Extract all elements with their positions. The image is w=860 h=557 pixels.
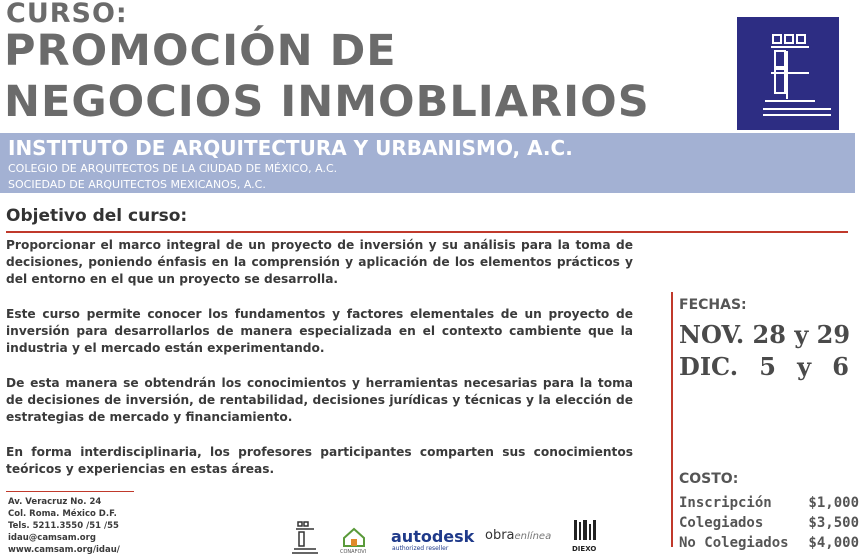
price-row-colegiados <box>679 515 859 531</box>
objective-heading: Objetivo del curso: <box>6 206 188 226</box>
obra-suffix-label: enlínea <box>514 531 552 542</box>
institution-line2: COLEGIO DE ARQUITECTOS DE LA CIUDAD DE MÉXICO, A.C. <box>8 162 338 175</box>
conafovi-label: CONAFOVI <box>340 549 367 555</box>
iau-tower-logo-icon <box>737 17 839 130</box>
dates-line2-day2: 6 <box>832 352 849 381</box>
address-colony: Col. Roma. México D.F. <box>8 509 117 519</box>
autodesk-sub-label: authorized reseller <box>392 545 449 552</box>
course-title-line2: NEGOCIOS INMOBLIARIOS <box>4 77 650 127</box>
price-row-label: Colegiados <box>679 515 764 531</box>
objective-paragraph-2: Este curso permite conocer los fundamentos y factores elementales de un proyecto de inversión para desarrollarlos de manera especializada en el contexto cambiente que la industria y el mercado están experimentando. <box>6 307 633 355</box>
cost-label: COSTO: <box>679 471 739 487</box>
dates-line2-conj: y <box>797 352 812 381</box>
dates-label: FECHAS: <box>679 297 747 313</box>
dates-line1: NOV. 28 y 29 <box>679 320 851 349</box>
address-email[interactable]: idau@camsam.org <box>8 533 96 543</box>
sidebar-divider <box>671 292 673 547</box>
autodesk-logo: autodesk <box>391 527 475 546</box>
iau-small-logo-icon <box>290 520 320 556</box>
objective-paragraph-4: En forma interdisciplinaria, los profesores participantes comparten sus conocimientos teóricos y experiencias en estas áreas. <box>6 445 633 476</box>
price-row-no-colegiados <box>679 535 859 551</box>
course-title-line1: PROMOCIÓN DE <box>4 26 397 76</box>
objective-paragraph-1: Proporcionar el marco integral de un proyecto de inversión y su análisis para la toma de decisiones, poniendo énfasis en la comprensión y aplicación de los elementos prácticos y del entorno en el que un proyecto se desarrolla. <box>6 238 633 286</box>
address-website[interactable]: www.camsam.org/idau/ <box>8 545 120 555</box>
objective-divider <box>6 231 848 233</box>
diexo-logo-icon <box>572 518 598 544</box>
address-street: Av. Veracruz No. 24 <box>8 497 102 507</box>
objective-paragraph-3: De esta manera se obtendrán los conocimientos y herramientas necesarias para la toma de decisiones de inversión, de rentabilidad, decisiones jurídicas y técnicas y la elección de estrategias de mercado y financiamiento. <box>6 376 633 424</box>
iau-logo <box>737 17 839 130</box>
dates-line2-month: DIC. <box>679 352 739 381</box>
obra-en-linea-logo <box>485 528 551 543</box>
price-row-value: $1,000 <box>808 495 859 511</box>
obra-label: obra <box>485 528 515 543</box>
dates-line2 <box>679 352 849 381</box>
address-divider <box>6 491 134 492</box>
course-kicker: CURSO: <box>6 0 128 29</box>
institution-line3: SOCIEDAD DE ARQUITECTOS MEXICANOS, A.C. <box>8 178 266 191</box>
price-row-value: $3,500 <box>808 515 859 531</box>
price-row-inscripcion <box>679 495 859 511</box>
institution-name: INSTITUTO DE ARQUITECTURA Y URBANISMO, A.C. <box>8 136 573 160</box>
price-row-label: Inscripción <box>679 495 772 511</box>
conafovi-house-icon <box>340 526 368 548</box>
dates-line2-day1: 5 <box>759 352 776 381</box>
diexo-label: DIEXO <box>572 545 597 553</box>
address-phones: Tels. 5211.3550 /51 /55 <box>8 521 119 531</box>
price-row-value: $4,000 <box>808 535 859 551</box>
price-row-label: No Colegiados <box>679 535 789 551</box>
